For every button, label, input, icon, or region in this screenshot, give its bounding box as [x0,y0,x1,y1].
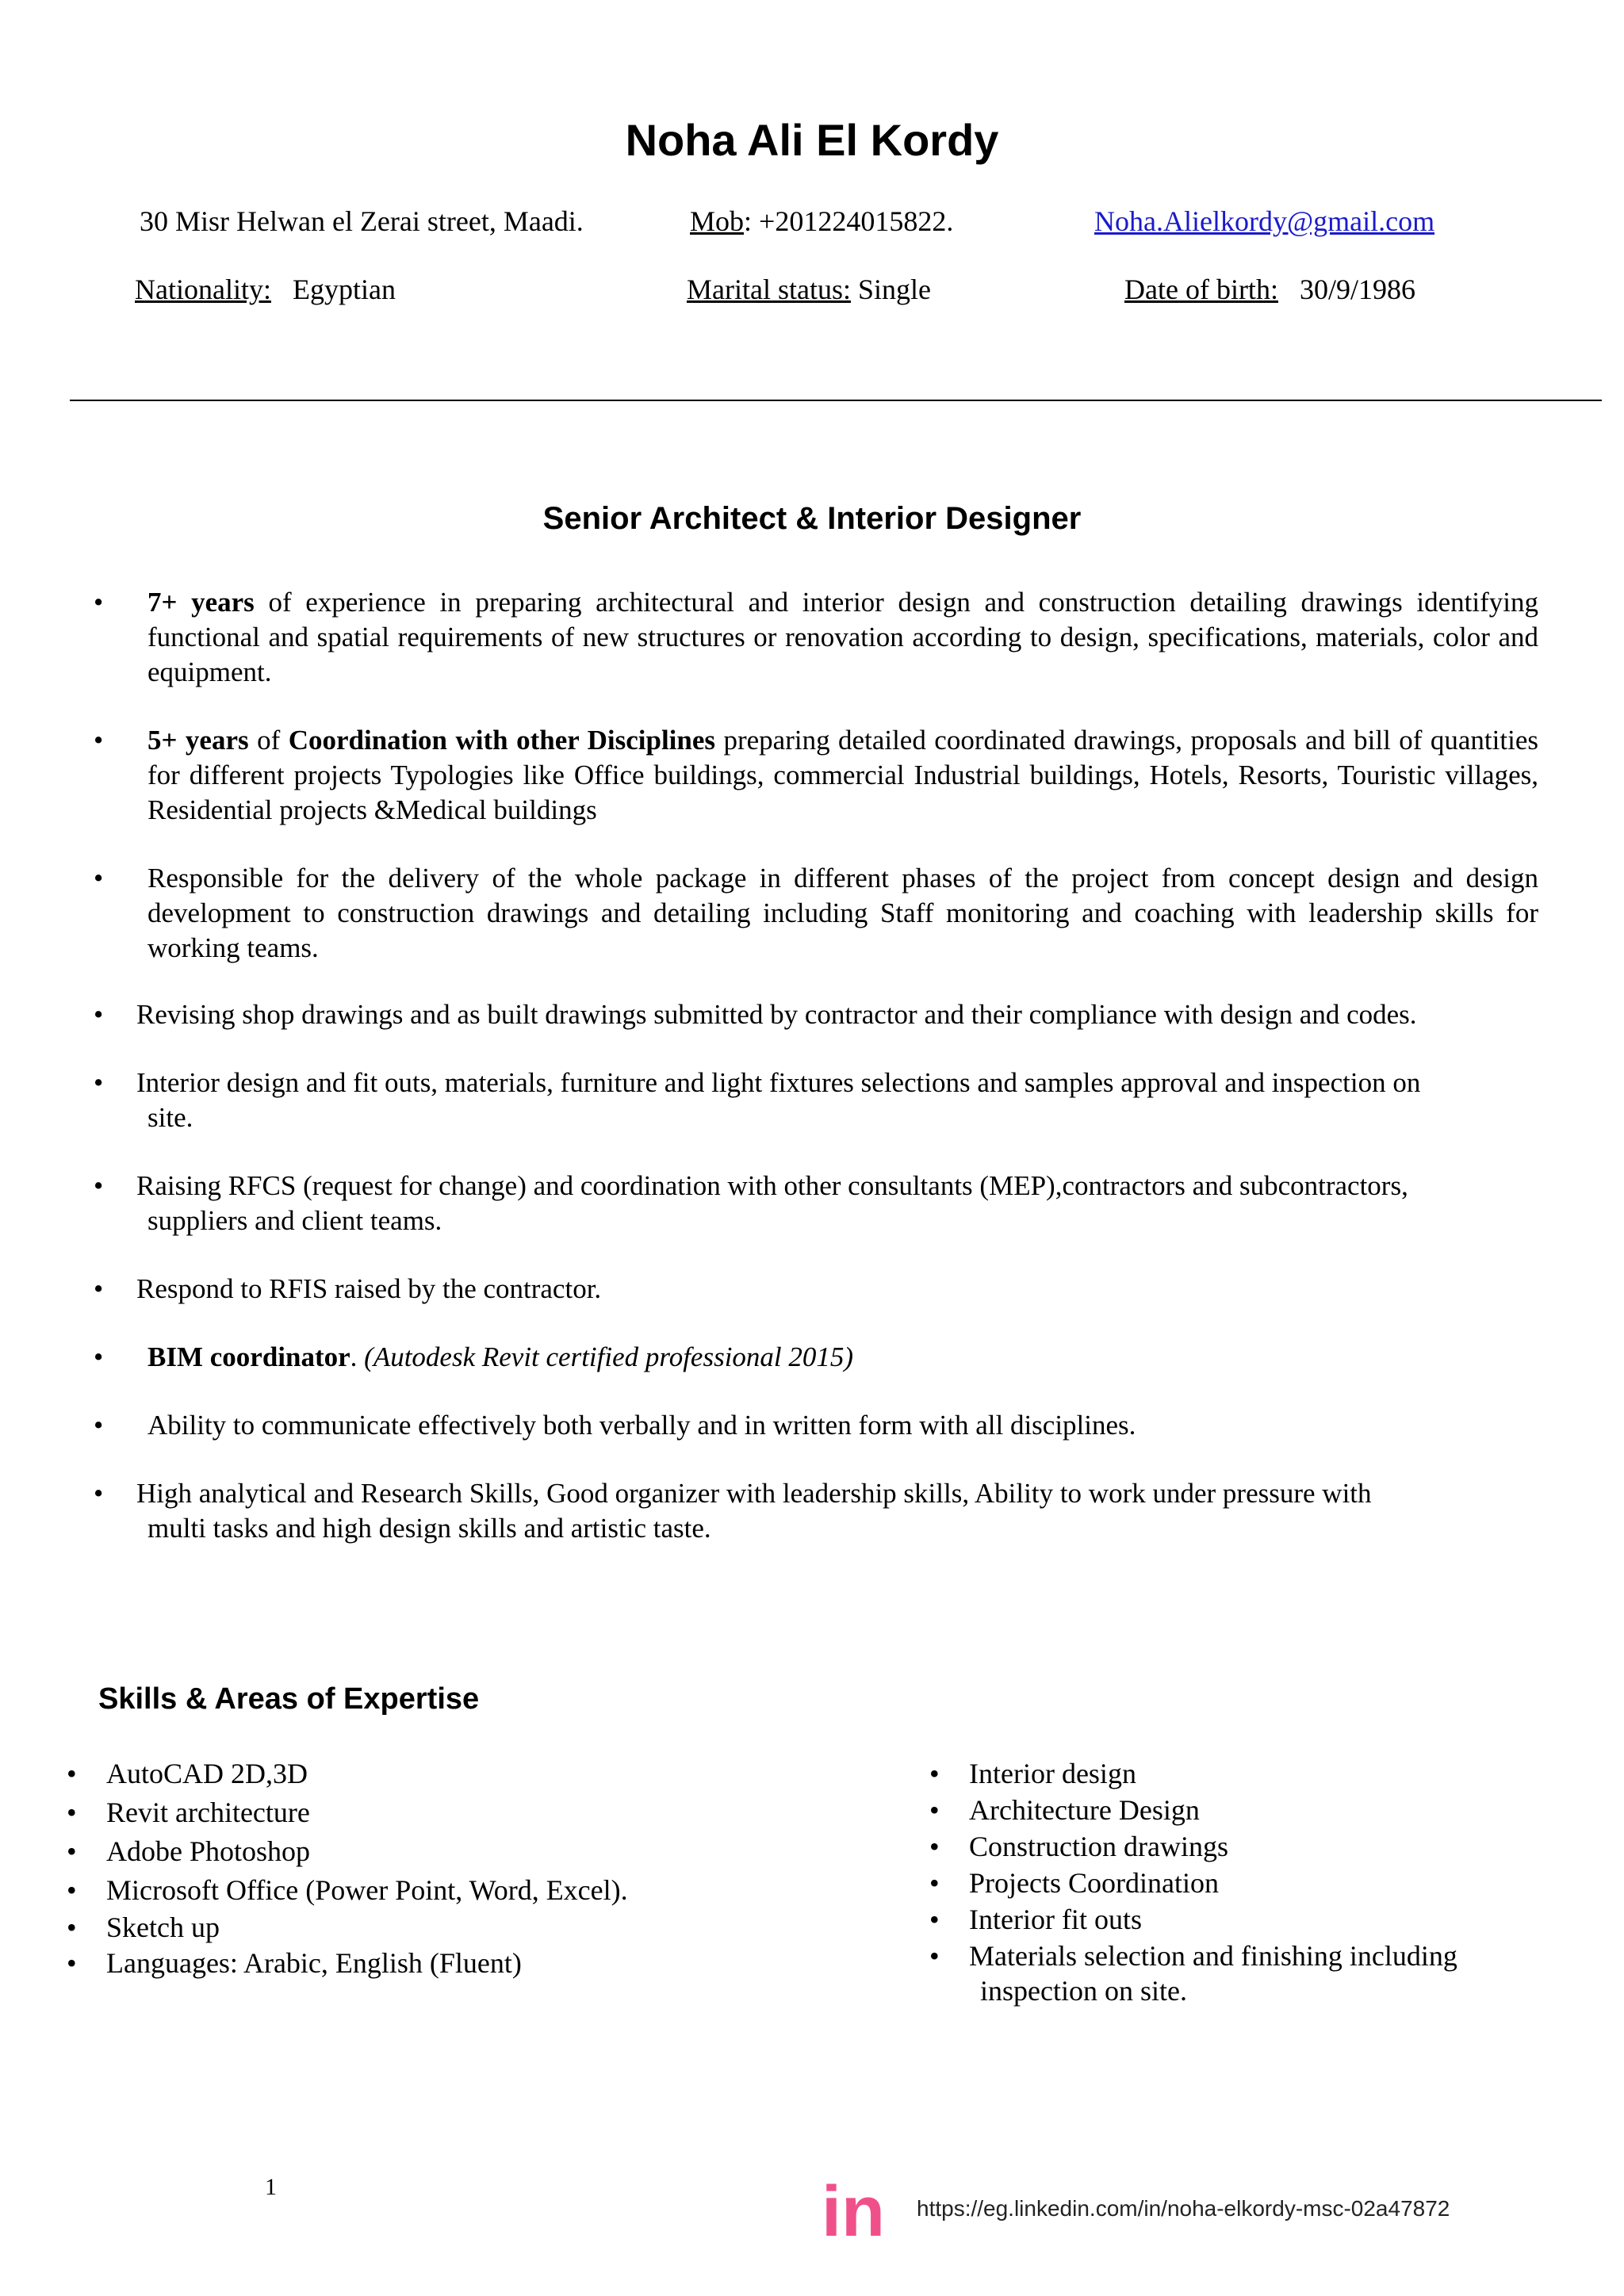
linkedin-icon[interactable] [822,2182,885,2241]
skill-label: Projects Coordination [969,1867,1219,1899]
list-item [94,1340,1529,1375]
list-item-text [136,1476,1529,1546]
list-item [94,585,1539,690]
list-item-text [147,1340,1529,1375]
list-item-text [136,1066,1529,1135]
skill-label: Adobe Photoshop [106,1835,311,1867]
list-item-italic: (Autodesk Revit certified professional 2015) [364,1341,854,1372]
bullet-icon: • [94,725,104,756]
marital-value: Single [857,274,931,305]
list-item [94,1408,1529,1443]
address: 30 Misr Helwan el Zerai street, Maadi. [140,205,584,237]
bullet-icon: • [94,999,104,1030]
bullet-icon: • [94,1273,104,1304]
skill-label: Microsoft Office (Power Point, Word, Excel). [106,1874,628,1906]
bullet-icon: • [67,1835,77,1867]
skills-list-left [67,1755,780,1993]
list-item [94,1169,1529,1238]
candidate-name: Noha Ali El Kordy [625,115,999,165]
bullet-icon: • [929,1940,940,1972]
bullet-icon: • [94,863,104,894]
skill-label: Languages: Arabic, English (Fluent) [106,1947,522,1979]
list-item-body: of [257,725,281,756]
list-item [94,723,1538,828]
mob-label: Mob [690,205,745,237]
skill-label: Interior design [969,1758,1136,1789]
bullet-icon: • [94,587,104,618]
dob-value: 30/9/1986 [1299,274,1415,305]
email-link[interactable]: Noha.Alielkordy@gmail.com [1094,205,1435,237]
skill-label: Construction drawings [969,1831,1228,1862]
list-item-line: suppliers and client teams. [147,1205,442,1236]
bullet-icon: • [929,1831,940,1862]
bullet-icon: • [94,1410,104,1441]
list-item-body-2: preparing detailed coordinated drawings, proposals and bill of quantities for different projects Typologies like Office buildings, commercial Industrial buildings, Hotels, Resorts, Touristic villages, Residential projects &Medical buildings [147,725,1538,825]
list-item-body: of experience in preparing architectural and interior design and construction detailing drawings identifying functional and spatial requirements of new structures or renovation according to design, specifications, materials, color and equipment. [147,587,1539,687]
list-item-bold: 7+ years [147,587,255,618]
list-item [94,1272,1529,1307]
list-item-text [136,1272,1529,1307]
list-item-line: High analytical and Research Skills, Good organizer with leadership skills, Ability to work under pressure with [136,1478,1372,1509]
nationality-value: Egyptian [292,274,396,305]
linkedin-logo-text: in [822,2182,885,2241]
list-item [94,861,1538,966]
bullet-icon: • [94,1170,104,1201]
bullet-icon: • [67,1947,77,1979]
bullet-icon: • [67,1911,77,1943]
list-item [94,1066,1529,1135]
skill-label: Revit architecture [106,1797,310,1828]
bullet-icon: • [929,1867,940,1899]
marital-label: Marital status: [687,274,851,305]
list-item-line: Raising RFCS (request for change) and coordination with other consultants (MEP),contractors and subcontractors, [136,1170,1408,1201]
list-item-line: Interior design and fit outs, materials, furniture and light fixtures selections and samples approval and inspection on [136,1067,1421,1098]
section-title-summary: Senior Architect & Interior Designer [542,501,1082,536]
list-item-text [147,723,1538,828]
list-item-text [136,1169,1529,1238]
bullet-icon: • [67,1874,77,1906]
skills-list-right [929,1755,1595,2025]
skill-label: Materials selection and finishing including [969,1940,1457,1972]
section-title-skills: Skills & Areas of Expertise [98,1682,480,1716]
list-item-text [147,861,1538,966]
list-item [94,1476,1529,1546]
list-item [94,997,1529,1032]
bullet-icon: • [929,1758,940,1789]
list-item-bold: BIM coordinator [147,1341,350,1372]
skill-label: AutoCAD 2D,3D [106,1758,308,1789]
linkedin-url[interactable]: https://eg.linkedin.com/in/noha-elkordy-msc-02a47872 [917,2196,1450,2221]
list-item-text [147,1408,1529,1443]
list-item-line: multi tasks and high design skills and artistic taste. [147,1513,711,1544]
skill-label: inspection on site. [980,1975,1187,2007]
list-item-text [147,585,1538,690]
list-item-bold-2: Coordination with other Disciplines [288,725,716,756]
list-item-body: . [350,1341,358,1372]
dob-label: Date of birth: [1124,274,1278,305]
bullet-icon: • [94,1067,104,1098]
page-number: 1 [265,2174,277,2200]
skill-label: Interior fit outs [969,1904,1142,1935]
skill-label: Sketch up [106,1911,220,1943]
bullet-icon: • [67,1797,77,1828]
skill-label: Architecture Design [969,1794,1200,1826]
bullet-icon: • [67,1758,77,1789]
list-item-body: Respond to RFIS raised by the contractor. [136,1273,602,1304]
bullet-icon: • [929,1904,940,1935]
bullet-icon: • [94,1478,104,1509]
list-item-body: Ability to communicate effectively both verbally and in written form with all disciplines. [147,1410,1136,1441]
list-item-line: site. [147,1102,193,1133]
list-item-text [136,997,1529,1032]
list-item-bold: 5+ years [147,725,249,756]
list-item-body: Revising shop drawings and as built drawings submitted by contractor and their compliance with design and codes. [136,999,1417,1030]
list-item-body: Responsible for the delivery of the whole package in different phases of the project from concept design and design development to construction drawings and detailing including Staff monitoring and coaching with leadership skills for working teams. [147,863,1538,963]
nationality-label: Nationality: [135,274,271,305]
bullet-icon: • [929,1794,940,1826]
bullet-icon: • [94,1341,104,1372]
mob-value: : +201224015822. [744,205,954,237]
